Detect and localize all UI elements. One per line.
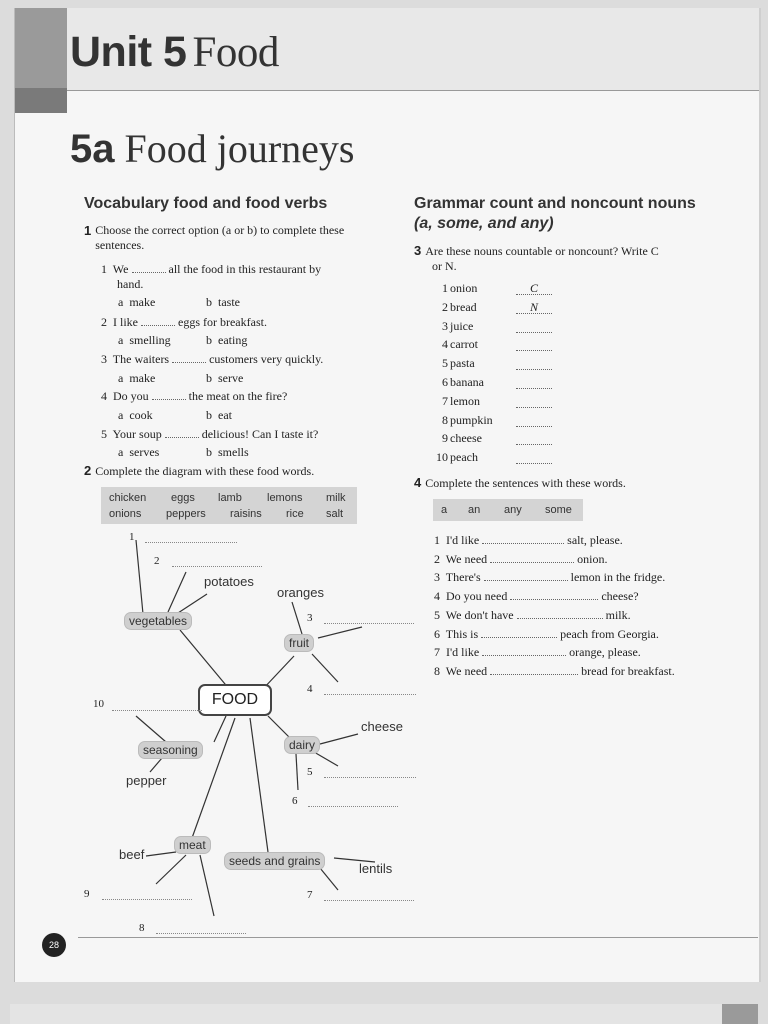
word-oranges: oranges bbox=[277, 585, 324, 600]
footer-rule bbox=[78, 937, 758, 938]
sentence-answer-gap[interactable] bbox=[484, 580, 568, 581]
vocab-heading: Vocabulary food and food verbs bbox=[84, 195, 328, 212]
noun-row bbox=[428, 375, 568, 390]
noun-number: 10 bbox=[436, 450, 448, 465]
sentence-answer-gap[interactable] bbox=[517, 618, 603, 619]
page-number: 28 bbox=[42, 933, 66, 957]
sentence-number: 7 bbox=[434, 645, 440, 660]
word-chip: chicken bbox=[109, 492, 147, 504]
exercise-2-number: 2 bbox=[84, 463, 92, 478]
word-potatoes: potatoes bbox=[204, 574, 254, 589]
noun-number: 1 bbox=[442, 281, 448, 295]
sentence-start: This is bbox=[445, 626, 479, 641]
word-chip: eggs bbox=[171, 492, 195, 504]
sentence-end: bread for breakfast. bbox=[581, 663, 675, 678]
noun-answer[interactable] bbox=[516, 431, 552, 445]
vocab-item-3-options: a make b serve bbox=[118, 371, 244, 385]
word-beef: beef bbox=[119, 847, 145, 862]
sentence-row bbox=[428, 552, 718, 567]
word-chip: peppers bbox=[166, 508, 206, 520]
sentence-end: salt, please. bbox=[567, 533, 623, 547]
sentence-row bbox=[428, 608, 718, 623]
exercise-2-text: Complete the diagram with these food words. bbox=[95, 464, 315, 478]
grammar-subheading: (a, some, and any) bbox=[414, 215, 554, 232]
sentence-row bbox=[428, 627, 718, 642]
noun-answer[interactable] bbox=[516, 337, 552, 351]
noun-number: 3 bbox=[442, 318, 448, 333]
diagram-answer-line-8[interactable] bbox=[156, 933, 246, 934]
exercise-1-text: Choose the correct option (a or b) to complete these sentences. bbox=[95, 223, 345, 252]
noun-number: 8 bbox=[442, 412, 448, 427]
vocab-item-2-options: a smelling b eating bbox=[118, 333, 248, 347]
word-chip: a bbox=[441, 504, 448, 516]
category-seasoning: seasoning bbox=[138, 741, 203, 759]
sentence-number: 3 bbox=[434, 570, 440, 585]
diagram-num: 6 bbox=[292, 795, 298, 807]
sentence-start: We need bbox=[445, 551, 488, 566]
category-fruit: fruit bbox=[284, 634, 314, 652]
diagram-answer-line-1[interactable] bbox=[145, 542, 237, 543]
sentence-answer-gap[interactable] bbox=[490, 562, 574, 563]
sentence-row bbox=[428, 533, 718, 548]
noun-word: pumpkin bbox=[450, 412, 493, 427]
sentence-end: cheese? bbox=[601, 589, 639, 604]
diagram-answer-line-5[interactable] bbox=[324, 777, 416, 778]
sentence-start: We need bbox=[445, 663, 488, 678]
word-chip: some bbox=[545, 504, 572, 516]
noun-number: 7 bbox=[442, 393, 448, 408]
sentence-row bbox=[428, 570, 718, 585]
sentence-start: I'd like bbox=[446, 645, 480, 660]
unit-number: Unit 5 bbox=[70, 28, 187, 76]
category-vegetables: vegetables bbox=[124, 612, 192, 630]
category-seeds-and-grains: seeds and grains bbox=[224, 852, 325, 870]
next-page-tab bbox=[722, 1004, 758, 1024]
vocab-item-1-options: a make b taste bbox=[118, 295, 240, 309]
noun-row bbox=[428, 394, 568, 409]
diagram-num: 1 bbox=[129, 531, 135, 543]
noun-number: 2 bbox=[442, 299, 448, 314]
noun-number: 9 bbox=[442, 431, 448, 446]
vocab-item-5: 5 Your soup delicious! Can I taste it? bbox=[101, 427, 319, 441]
sentence-number: 4 bbox=[434, 589, 440, 604]
sentence-number: 6 bbox=[434, 626, 440, 641]
noun-answer[interactable]: C bbox=[516, 281, 552, 295]
noun-row bbox=[428, 431, 568, 446]
diagram-num: 4 bbox=[307, 683, 313, 695]
sentence-answer-gap[interactable] bbox=[482, 543, 564, 544]
sentence-answer-gap[interactable] bbox=[482, 655, 566, 656]
noun-answer[interactable] bbox=[516, 356, 552, 370]
noun-row bbox=[428, 319, 568, 334]
diagram-answer-line-10[interactable] bbox=[112, 710, 202, 711]
noun-row bbox=[428, 450, 568, 465]
lesson-number: 5a bbox=[70, 127, 115, 171]
word-chip: salt bbox=[326, 508, 344, 520]
noun-row bbox=[428, 337, 568, 352]
noun-answer[interactable] bbox=[516, 413, 552, 427]
word-cheese: cheese bbox=[361, 719, 403, 734]
noun-number: 5 bbox=[442, 356, 448, 371]
diagram-answer-line-7[interactable] bbox=[324, 900, 414, 901]
sentence-end: lemon in the fridge. bbox=[570, 570, 666, 585]
sentence-start: Do you need bbox=[446, 589, 508, 604]
diagram-num: 2 bbox=[154, 555, 160, 567]
sentence-end: milk. bbox=[605, 607, 631, 622]
noun-answer[interactable] bbox=[516, 394, 552, 408]
diagram-num: 7 bbox=[307, 889, 313, 901]
noun-row bbox=[428, 300, 568, 315]
word-chip: onions bbox=[109, 508, 142, 520]
sentence-answer-gap[interactable] bbox=[510, 599, 598, 600]
noun-number: 4 bbox=[442, 337, 448, 352]
sentence-answer-gap[interactable] bbox=[490, 674, 578, 675]
sentence-start: We don't have bbox=[445, 607, 514, 622]
word-pepper: pepper bbox=[126, 773, 167, 788]
diagram-num: 8 bbox=[139, 922, 145, 934]
vocab-item-3: 3 The waiters customers very quickly. bbox=[101, 352, 324, 366]
sentence-end: onion. bbox=[577, 551, 608, 566]
diagram-num: 10 bbox=[93, 698, 104, 710]
vocab-item-2: 2 I like eggs for breakfast. bbox=[101, 315, 267, 329]
exercise-4-number: 4 bbox=[414, 475, 422, 490]
exercise-4-instruction: 4 Complete the sentences with these words. bbox=[414, 475, 626, 490]
sentence-row bbox=[428, 664, 718, 679]
noun-row bbox=[428, 413, 568, 428]
category-dairy: dairy bbox=[284, 736, 320, 754]
sentence-number: 1 bbox=[434, 533, 440, 547]
sentence-number: 8 bbox=[434, 663, 440, 678]
ex4-word-box bbox=[433, 499, 583, 521]
noun-word: peach bbox=[450, 450, 478, 465]
noun-word: pasta bbox=[450, 356, 475, 371]
noun-answer[interactable]: N bbox=[516, 300, 552, 314]
sentence-number: 2 bbox=[434, 551, 440, 566]
sentence-row bbox=[428, 589, 718, 604]
word-chip: lamb bbox=[218, 492, 242, 504]
word-lentils: lentils bbox=[359, 861, 393, 876]
noun-word: banana bbox=[450, 375, 484, 389]
word-chip: raisins bbox=[230, 508, 262, 520]
noun-word: lemon bbox=[450, 393, 480, 408]
diagram-answer-line-3[interactable] bbox=[324, 623, 414, 624]
noun-row bbox=[428, 281, 568, 296]
diagram-num: 9 bbox=[84, 888, 90, 900]
noun-word: carrot bbox=[450, 337, 478, 352]
grammar-heading: Grammar count and noncount nouns bbox=[414, 195, 696, 212]
exercise-1-number: 1 bbox=[84, 223, 92, 238]
word-chip: any bbox=[504, 504, 522, 516]
category-meat: meat bbox=[174, 836, 211, 854]
noun-answer[interactable] bbox=[516, 319, 552, 333]
vocab-item-4-options: a cook b eat bbox=[118, 408, 232, 422]
sentence-row bbox=[428, 645, 718, 660]
word-chip: rice bbox=[286, 508, 304, 520]
exercise-3-number: 3 bbox=[414, 243, 422, 258]
vocab-item-5-options: a serves b smells bbox=[118, 445, 249, 459]
noun-word: bread bbox=[450, 299, 477, 314]
diagram-answer-line-9[interactable] bbox=[102, 899, 192, 900]
noun-answer[interactable] bbox=[516, 450, 552, 464]
noun-word: cheese bbox=[450, 431, 482, 446]
exercise-3-instruction: 3 Are these nouns countable or noncount? Write C or N. bbox=[414, 243, 659, 273]
diagram-num: 3 bbox=[307, 612, 313, 624]
diagram-answer-line-6[interactable] bbox=[308, 806, 398, 807]
vocab-item-4: 4 Do you the meat on the fire? bbox=[101, 389, 288, 403]
noun-number: 6 bbox=[442, 375, 448, 389]
next-page-edge bbox=[10, 1004, 750, 1024]
sentence-start: There's bbox=[445, 570, 481, 585]
diagram-answer-line-2[interactable] bbox=[172, 566, 262, 567]
food-center-node: FOOD bbox=[198, 684, 272, 716]
vocab-item-1: 1 We all the food in this restaurant by hand. bbox=[101, 262, 322, 291]
lesson-name: Food journeys bbox=[124, 126, 355, 171]
sentence-start: I'd like bbox=[446, 533, 480, 547]
sentence-number: 5 bbox=[434, 607, 440, 622]
word-chip: milk bbox=[326, 492, 346, 504]
unit-name: Food bbox=[192, 29, 279, 76]
word-chip: an bbox=[468, 504, 481, 516]
sentence-answer-gap[interactable] bbox=[481, 637, 557, 638]
noun-word: juice bbox=[450, 318, 474, 333]
sentence-end: orange, please. bbox=[569, 645, 641, 660]
diagram-num: 5 bbox=[307, 766, 313, 778]
noun-word: onion bbox=[450, 281, 478, 295]
word-chip: lemons bbox=[267, 492, 303, 504]
diagram-answer-line-4[interactable] bbox=[324, 694, 416, 695]
noun-answer[interactable] bbox=[516, 375, 552, 389]
sentence-end: peach from Georgia. bbox=[560, 626, 659, 641]
noun-row bbox=[428, 356, 568, 371]
